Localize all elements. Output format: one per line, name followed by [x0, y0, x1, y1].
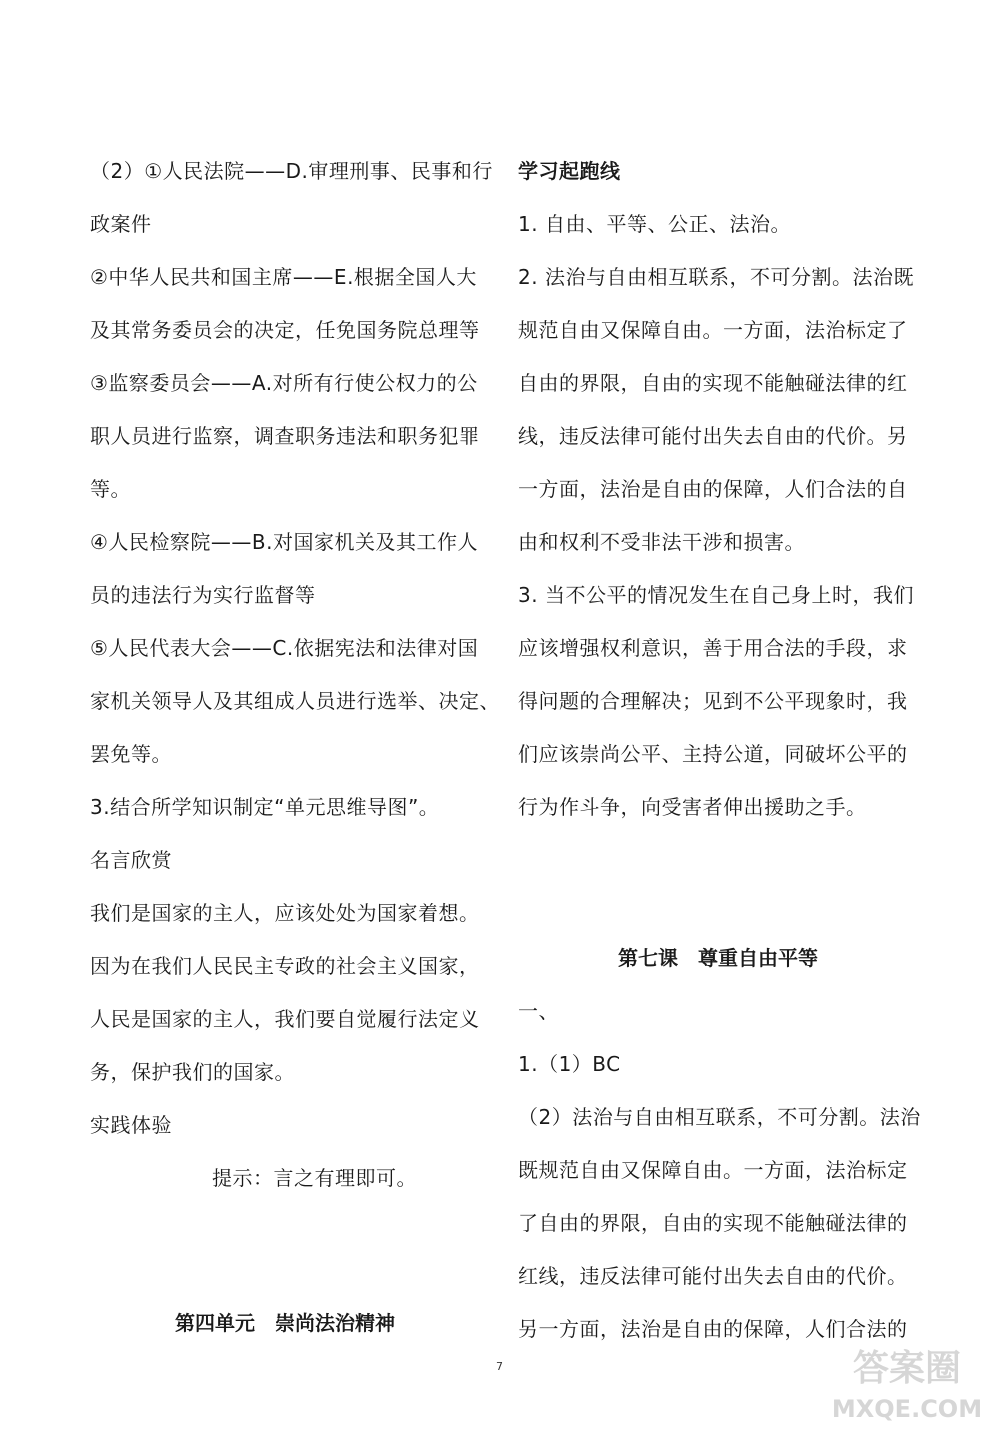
text-line: 了自由的界限，自由的实现不能触碰法律的 [518, 1211, 908, 1235]
watermark-line2: MXQE.COM [831, 1395, 983, 1423]
text-line: 务，保护我们的国家。 [90, 1060, 295, 1084]
text-line: 一方面，法治是自由的保障，人们合法的自 [518, 477, 908, 501]
text-line: 等。 [90, 477, 131, 501]
section-label-practice: 实践体验 [90, 1113, 172, 1137]
text-line: 既规范自由又保障自由。一方面，法治标定 [518, 1158, 908, 1182]
text-line: 家机关领导人及其组成人员进行选举、决定、 [90, 689, 500, 713]
text-line: ②中华人民共和国主席——E.根据全国人大 [90, 265, 477, 289]
text-line: 职人员进行监察，调查职务违法和职务犯罪 [90, 424, 480, 448]
text-line: ⑤人民代表大会——C.依据宪法和法律对国 [90, 636, 479, 660]
right-column-lower [518, 985, 921, 1356]
text-line: 红线，违反法律可能付出失去自由的代价。 [518, 1264, 908, 1288]
text-line: 1.（1）BC [518, 1052, 621, 1076]
text-line: 线，违反法律可能付出失去自由的代价。另 [518, 424, 908, 448]
hint-text: 提示：言之有理即可。 [212, 1166, 417, 1190]
text-line: 得问题的合理解决；见到不公平现象时，我 [518, 689, 908, 713]
text-line: 我们是国家的主人，应该处处为国家着想。 [90, 901, 480, 925]
text-line: ④人民检察院——B.对国家机关及其工作人 [90, 530, 479, 554]
right-column [518, 145, 913, 834]
watermark-line1: 答案圈 [852, 1348, 962, 1389]
text-line: 由和权利不受非法干涉和损害。 [518, 530, 805, 554]
text-line: 一、 [518, 999, 559, 1023]
text-line: ③监察委员会——A.对所有行使公权力的公 [90, 371, 478, 395]
text-line: 3. 当不公平的情况发生在自己身上时，我们 [518, 583, 914, 607]
text-line: 人民是国家的主人，我们要自觉履行法定义 [90, 1007, 480, 1031]
text-line: 规范自由又保障自由。一方面，法治标定了 [518, 318, 908, 342]
text-line: （2）法治与自由相互联系，不可分割。法治 [518, 1105, 921, 1129]
section-heading: 学习起跑线 [518, 159, 621, 183]
text-line: 罢免等。 [90, 742, 172, 766]
text-line: 应该增强权利意识，善于用合法的手段，求 [518, 636, 908, 660]
text-line: 3.结合所学知识制定“单元思维导图”。 [90, 795, 440, 819]
watermark-logo [822, 1335, 992, 1425]
text-line: （2）①人民法院——D.审理刑事、民事和行 [90, 159, 493, 183]
text-line: 及其常务委员会的决定，任免国务院总理等 [90, 318, 480, 342]
text-line: 员的违法行为实行监督等 [90, 583, 316, 607]
text-line: 1. 自由、平等、公正、法治。 [518, 212, 791, 236]
text-line: 们应该崇尚公平、主持公道，同破坏公平的 [518, 742, 908, 766]
left-column [90, 145, 500, 1205]
text-line: 另一方面，法治是自由的保障，人们合法的 [518, 1317, 908, 1341]
section-label-quotes: 名言欣赏 [90, 848, 172, 872]
text-line: 行为作斗争，向受害者伸出援助之手。 [518, 795, 867, 819]
text-line: 2. 法治与自由相互联系，不可分割。法治既 [518, 265, 914, 289]
text-line: 自由的界限，自由的实现不能触碰法律的红 [518, 371, 908, 395]
unit-title: 第四单元 崇尚法治精神 [175, 1311, 395, 1335]
lesson-title: 第七课 尊重自由平等 [618, 946, 818, 970]
text-line: 因为在我们人民民主专政的社会主义国家， [90, 954, 480, 978]
page-number: 7 [496, 1360, 503, 1373]
text-line: 政案件 [90, 212, 152, 236]
